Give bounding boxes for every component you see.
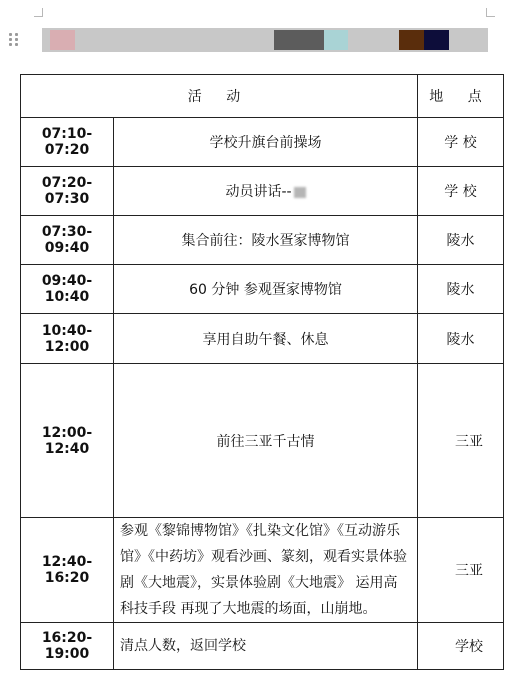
activity-cell: 60 分钟 参观疍家博物馆 bbox=[114, 265, 418, 314]
table-row bbox=[21, 314, 504, 364]
table-drag-handle-icon[interactable] bbox=[9, 33, 19, 47]
table-row bbox=[21, 364, 504, 518]
table-row bbox=[21, 265, 504, 314]
place-cell: 学 校 bbox=[418, 167, 504, 216]
redacted-block bbox=[324, 30, 348, 50]
table-row bbox=[21, 216, 504, 265]
table-header-row bbox=[21, 75, 504, 118]
redacted-header-bar bbox=[42, 28, 488, 52]
activity-cell: 参观《黎锦博物馆》《扎染文化馆》《互动游乐馆》《中药坊》观看沙画、篆刻，观看实景体验剧《大地震》，实景体验剧《大地震》 运用高科技手段 再现了大地震的场面，山崩地。 bbox=[114, 518, 418, 623]
redacted-block bbox=[424, 30, 449, 50]
place-cell: 陵水 bbox=[418, 314, 504, 364]
place-cell: 学校 bbox=[418, 623, 504, 670]
header-place: 地 点 bbox=[418, 75, 504, 118]
table-row bbox=[21, 518, 504, 623]
time-cell: 10:40-12:00 bbox=[21, 314, 114, 364]
activity-cell: 享用自助午餐、休息 bbox=[114, 314, 418, 364]
place-cell: 学 校 bbox=[418, 118, 504, 167]
place-cell: 陵水 bbox=[418, 265, 504, 314]
time-cell: 12:40-16:20 bbox=[21, 518, 114, 623]
activity-cell: 集合前往：陵水疍家博物馆 bbox=[114, 216, 418, 265]
page-corner-mark-left bbox=[34, 8, 43, 17]
redacted-name bbox=[294, 187, 306, 198]
table-row bbox=[21, 167, 504, 216]
activity-cell: 前往三亚千古情 bbox=[114, 364, 418, 518]
time-cell: 07:10-07:20 bbox=[21, 118, 114, 167]
table-row bbox=[21, 623, 504, 670]
redacted-block bbox=[274, 30, 324, 50]
time-cell: 07:20-07:30 bbox=[21, 167, 114, 216]
place-cell: 陵水 bbox=[418, 216, 504, 265]
activity-text: 动员讲话-- bbox=[225, 184, 292, 200]
place-cell: 三亚 bbox=[418, 518, 504, 623]
activity-cell: 清点人数，返回学校 bbox=[114, 623, 418, 670]
redacted-block bbox=[399, 30, 424, 50]
table-row bbox=[21, 118, 504, 167]
page-corner-mark-right bbox=[486, 8, 495, 17]
time-cell: 09:40-10:40 bbox=[21, 265, 114, 314]
activity-cell bbox=[114, 167, 418, 216]
place-cell: 三亚 bbox=[418, 364, 504, 518]
schedule-table bbox=[20, 74, 504, 670]
activity-cell: 学校升旗台前操场 bbox=[114, 118, 418, 167]
time-cell: 07:30-09:40 bbox=[21, 216, 114, 265]
redacted-block bbox=[50, 30, 75, 50]
time-cell: 12:00-12:40 bbox=[21, 364, 114, 518]
time-cell: 16:20-19:00 bbox=[21, 623, 114, 670]
header-activity: 活 动 bbox=[21, 75, 418, 118]
